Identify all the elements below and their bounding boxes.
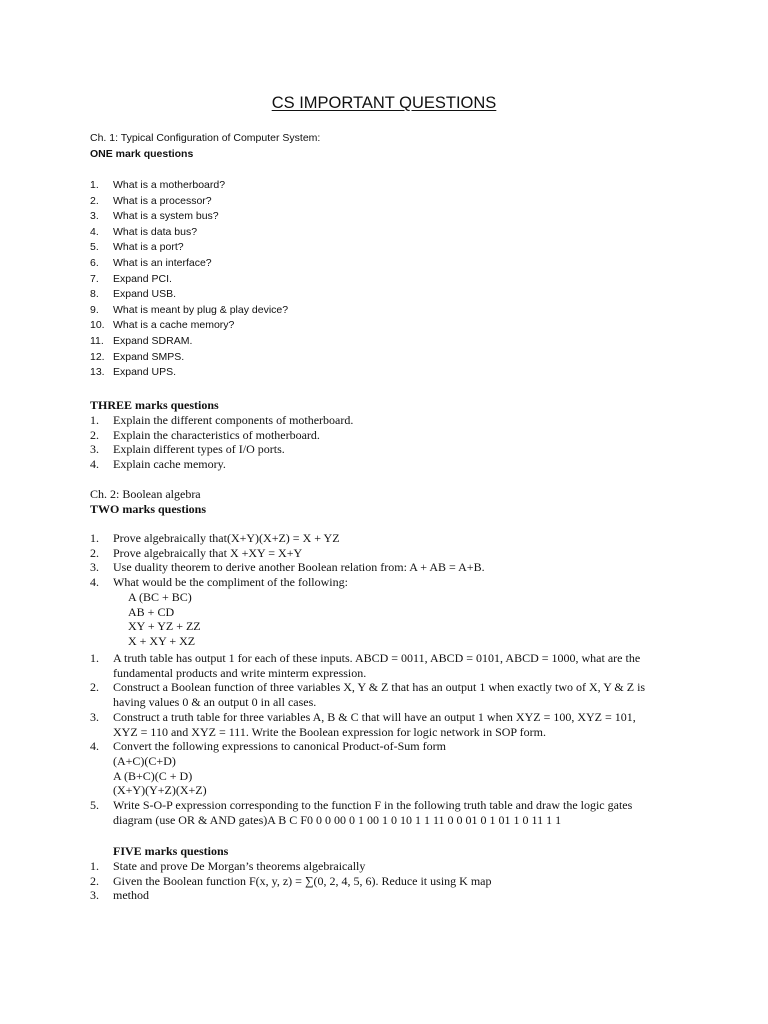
expression: AB + CD	[128, 604, 175, 619]
list-item: 10. What is a cache memory?	[90, 319, 235, 332]
list-item: 1. A truth table has output 1 for each of these inputs. ABCD = 0011, ABCD = 0101, ABCD = 1000, what are the	[90, 651, 641, 665]
list-item: 13. Expand UPS.	[90, 366, 177, 379]
expression: XY + YZ + ZZ	[128, 619, 201, 634]
list-item: 3. Use duality theorem to derive another Boolean relation from: A + AB = A+B.	[90, 560, 485, 575]
three-mark-heading: THREE marks questions	[90, 398, 219, 412]
list-item: 1. What is a motherboard?	[90, 179, 226, 191]
pos-expression: A (B+C)(C + D)	[113, 768, 193, 783]
list-item: 4. Explain cache memory.	[90, 457, 226, 472]
list-item: 1. State and prove De Morgan’s theorems algebraically	[90, 859, 366, 873]
list-item-continuation: XYZ = 110 and XYZ = 111. Write the Boolean expression for logic network in SOP form.	[113, 724, 546, 739]
list-item: 6. What is an interface?	[90, 256, 212, 269]
list-item: 2. What is a processor?	[90, 194, 212, 207]
two-mark-list	[90, 531, 690, 590]
list-item: 1. Prove algebraically that(X+Y)(X+Z) = X + YZ	[90, 531, 340, 545]
list-item-continuation: fundamental products and write minterm expression.	[113, 665, 367, 680]
list-item-continuation: having values 0 & an output 0 in all cases.	[113, 695, 317, 710]
five-mark-heading: FIVE marks questions	[113, 844, 229, 858]
list-item: 4. What is data bus?	[90, 225, 198, 238]
list-item: 3. method	[90, 888, 149, 903]
list-item: 11. Expand SDRAM.	[90, 334, 193, 347]
list-item: 3. Explain different types of I/O ports.	[90, 442, 285, 457]
one-mark-heading: ONE mark questions	[90, 147, 194, 160]
list-item: 4. What would be the compliment of the following:	[90, 575, 348, 590]
list-item: 2. Explain the characteristics of motherboard.	[90, 427, 320, 442]
list-item: 2. Prove algebraically that X +XY = X+Y	[90, 545, 303, 560]
ch2-heading: Ch. 2: Boolean algebra	[90, 487, 201, 501]
list-item-continuation: diagram (use OR & AND gates)A B C F0 0 0 00 0 1 00 1 0 10 1 1 11 0 0 01 0 1 01 1 0 11 1 1	[113, 812, 562, 827]
boolean-questions-list	[90, 651, 710, 827]
list-item: 4. Convert the following expressions to canonical Product-of-Sum form	[90, 739, 446, 754]
ch1-heading: Ch. 1: Typical Configuration of Computer System:	[90, 132, 321, 144]
page-title: CS IMPORTANT QUESTIONS	[271, 94, 497, 112]
list-item: 8. Expand USB.	[90, 288, 177, 301]
expression: A (BC + BC)	[128, 590, 192, 604]
expression: X + XY + XZ	[128, 634, 196, 649]
compliment-expressions	[90, 590, 728, 649]
list-item: 7. Expand PCI.	[90, 272, 172, 285]
list-item: 12. Expand SMPS.	[90, 350, 185, 363]
list-item: 1. Explain the different components of motherboard.	[90, 413, 354, 427]
list-item: 5. What is a port?	[90, 241, 184, 254]
list-item: 5. Write S-O-P expression corresponding to the function F in the following truth table and draw the logic gates	[90, 798, 633, 813]
three-mark-list	[90, 413, 690, 472]
list-item: 2. Construct a Boolean function of three variables X, Y & Z that has an output 1 when exactly two of X, Y & Z is	[90, 680, 646, 695]
pos-expression: (X+Y)(Y+Z)(X+Z)	[113, 783, 207, 798]
list-item: 9. What is meant by plug & play device?	[90, 303, 289, 316]
list-item: 2. Given the Boolean function F(x, y, z) = ∑(0, 2, 4, 5, 6). Reduce it using K map	[90, 873, 492, 888]
list-item: 3. What is a system bus?	[90, 210, 219, 223]
pos-expression: (A+C)(C+D)	[113, 753, 176, 768]
two-mark-heading: TWO marks questions	[90, 502, 207, 516]
ch1-heading-block	[90, 131, 690, 162]
list-item: 3. Construct a truth table for three variables A, B & C that will have an output 1 when XYZ = 100, XYZ = 101,	[90, 709, 636, 724]
five-mark-list	[90, 859, 690, 903]
one-mark-list	[90, 178, 690, 381]
